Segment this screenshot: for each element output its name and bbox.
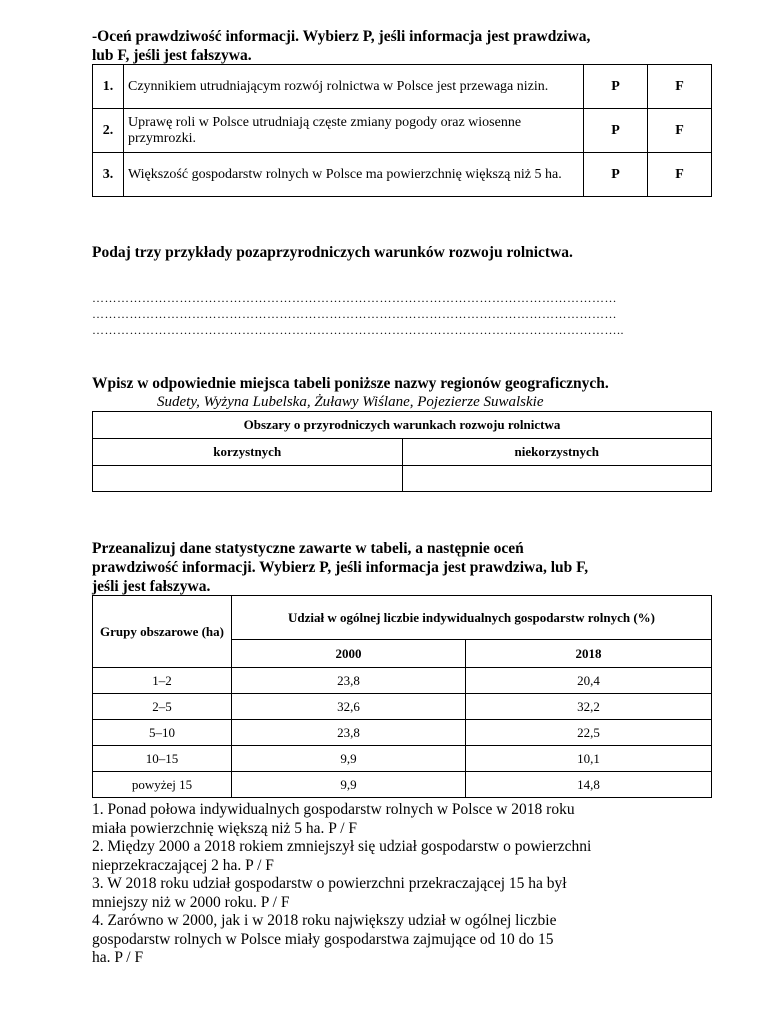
value-2000: 23,8 — [232, 720, 466, 746]
header-share: Udział w ogólnej liczbie indywidualnych gospodarstw rolnych (%) — [232, 596, 712, 640]
answer-line-3[interactable]: ……………………………………………………………………………………………………………….. — [92, 323, 624, 337]
table-row — [93, 596, 712, 640]
statement-text: Większość gospodarstw rolnych w Polsce ma powierzchnię większą niż 5 ha. — [124, 153, 584, 197]
table-row — [93, 746, 712, 772]
statement-line: 2. Między 2000 a 2018 rokiem zmniejszył się udział gospodarstw o powierzchni — [92, 838, 592, 855]
value-2018: 32,2 — [466, 694, 712, 720]
table-row — [93, 668, 712, 694]
statement-line: gospodarstw rolnych w Polsce miały gospodarstwa zajmujące od 10 do 15 — [92, 930, 554, 948]
true-false-table — [92, 64, 712, 197]
column-favorable: korzystnych — [93, 439, 403, 466]
header-area-groups: Grupy obszarowe (ha) — [93, 596, 232, 668]
table-row — [93, 65, 712, 109]
statement-line[interactable]: mniejszy niż w 2000 roku. P / F — [92, 893, 290, 911]
option-false[interactable]: F — [648, 109, 712, 153]
option-true[interactable]: P — [584, 65, 648, 109]
task4-instruction-line3: jeśli jest fałszywa. — [92, 578, 211, 595]
statement-line: 4. Zarówno w 2000, jak i w 2018 roku największy udział w ogólnej liczbie — [92, 912, 557, 929]
task4-instruction-line2: prawdziwość informacji. Wybierz P, jeśli informacja jest prawdziwa, lub F, — [92, 559, 589, 576]
statistics-table — [92, 595, 712, 798]
row-number: 1. — [93, 65, 124, 109]
answer-cell-favorable[interactable] — [93, 466, 403, 492]
statement-text: Uprawę roli w Polsce utrudniają częste zmiany pogody oraz wiosenne przymrozki. — [124, 109, 584, 153]
task1-instruction-line2: lub F, jeśli jest fałszywa. — [92, 47, 252, 64]
table-row — [93, 412, 712, 439]
area-group: 10–15 — [93, 746, 232, 772]
value-2000: 32,6 — [232, 694, 466, 720]
task1-instruction-line1: -Oceń prawdziwość informacji. Wybierz P, jeśli informacja jest prawdziwa, — [92, 28, 591, 45]
value-2000: 9,9 — [232, 772, 466, 798]
regions-table-title: Obszary o przyrodniczych warunkach rozwoju rolnictwa — [93, 412, 712, 439]
area-group: 2–5 — [93, 694, 232, 720]
header-year-2000: 2000 — [232, 640, 466, 668]
area-group: 5–10 — [93, 720, 232, 746]
regions-list: Sudety, Wyżyna Lubelska, Żuławy Wiślane, Pojezierze Suwalskie — [157, 394, 544, 410]
value-2018: 20,4 — [466, 668, 712, 694]
table-row — [93, 109, 712, 153]
task4-statements — [92, 801, 692, 968]
table-row — [93, 153, 712, 197]
statement-line[interactable]: miała powierzchnię większą niż 5 ha. P / F — [92, 819, 357, 837]
task4-instruction-line1: Przeanalizuj dane statystyczne zawarte w tabeli, a następnie oceń — [92, 540, 524, 557]
statement-line[interactable]: nieprzekraczającej 2 ha. P / F — [92, 856, 274, 874]
value-2018: 10,1 — [466, 746, 712, 772]
table-row — [93, 694, 712, 720]
area-group: 1–2 — [93, 668, 232, 694]
statement-line[interactable]: ha. P / F — [92, 949, 144, 966]
table-row — [93, 720, 712, 746]
statement-line: 1. Ponad połowa indywidualnych gospodarstw rolnych w Polsce w 2018 roku — [92, 801, 575, 818]
task4-instruction — [92, 539, 712, 596]
table-row — [93, 772, 712, 798]
answer-cell-unfavorable[interactable] — [402, 466, 712, 492]
value-2000: 23,8 — [232, 668, 466, 694]
statement-text: Czynnikiem utrudniającym rozwój rolnictwa w Polsce jest przewaga nizin. — [124, 65, 584, 109]
column-unfavorable: niekorzystnych — [402, 439, 712, 466]
value-2000: 9,9 — [232, 746, 466, 772]
row-number: 3. — [93, 153, 124, 197]
option-false[interactable]: F — [648, 65, 712, 109]
table-row — [93, 439, 712, 466]
row-number: 2. — [93, 109, 124, 153]
header-year-2018: 2018 — [466, 640, 712, 668]
option-false[interactable]: F — [648, 153, 712, 197]
table-row — [93, 466, 712, 492]
option-true[interactable]: P — [584, 109, 648, 153]
task3-instruction: Wpisz w odpowiednie miejsca tabeli poniższe nazwy regionów geograficznych. — [92, 375, 609, 392]
answer-line-2[interactable]: ……………………………………………………………………………………………………………… — [92, 307, 617, 321]
task1-instruction — [92, 27, 692, 65]
task2-instruction: Podaj trzy przykłady pozaprzyrodniczych warunków rozwoju rolnictwa. — [92, 244, 573, 261]
statement-line: 3. W 2018 roku udział gospodarstw o powierzchni przekraczającej 15 ha był — [92, 875, 567, 892]
value-2018: 14,8 — [466, 772, 712, 798]
value-2018: 22,5 — [466, 720, 712, 746]
option-true[interactable]: P — [584, 153, 648, 197]
answer-line-1[interactable]: ……………………………………………………………………………………………………………… — [92, 291, 617, 305]
area-group: powyżej 15 — [93, 772, 232, 798]
regions-table — [92, 411, 712, 492]
